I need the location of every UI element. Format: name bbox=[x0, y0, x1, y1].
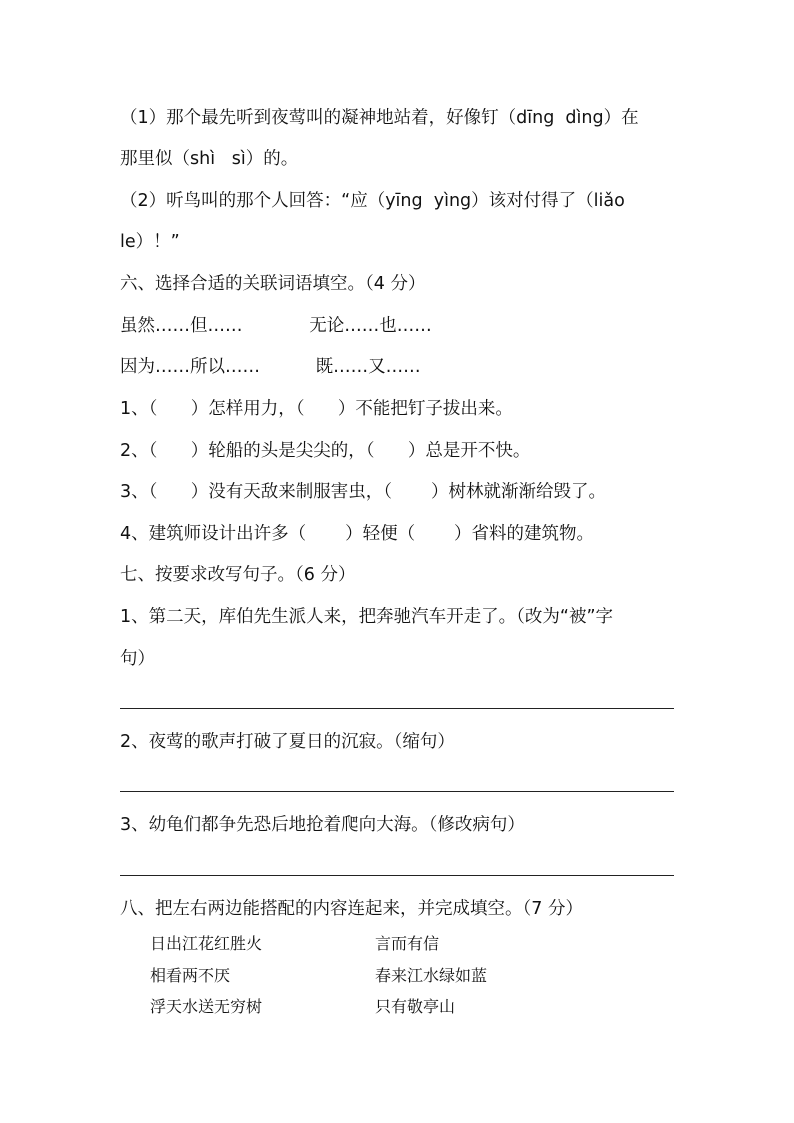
section7-item-1-line2: 句） bbox=[120, 649, 155, 669]
answer-line-2[interactable] bbox=[120, 791, 674, 792]
q5-1-line1: （1）那个最先听到夜莺叫的凝神地站着，好像钉（dīng dìng）在 bbox=[120, 108, 639, 128]
section6-heading: 六、选择合适的关联词语填空。（4 分） bbox=[120, 274, 426, 294]
match-left-1[interactable]: 日出江花红胜火 bbox=[150, 934, 263, 953]
section6-item-4: 4、建筑师设计出许多（ ）轻便（ ）省料的建筑物。 bbox=[120, 524, 595, 544]
section6-item-2: 2、（ ）轮船的头是尖尖的，（ ）总是开不快。 bbox=[120, 441, 531, 461]
match-right-2[interactable]: 春来江水绿如蓝 bbox=[375, 966, 488, 985]
conjunction-options-row2: 因为……所以…… 既……又…… bbox=[120, 357, 421, 377]
section6-item-1: 1、（ ）怎样用力，（ ）不能把钉子拔出来。 bbox=[120, 399, 513, 419]
answer-line-3[interactable] bbox=[120, 875, 674, 876]
q5-1-line2: 那里似（shì sì）的。 bbox=[120, 149, 299, 169]
answer-line-1[interactable] bbox=[120, 708, 674, 709]
section7-item-1-line1: 1、第二天，库伯先生派人来，把奔驰汽车开走了。（改为“被”字 bbox=[120, 607, 614, 627]
section7-item-2: 2、夜莺的歌声打破了夏日的沉寂。（缩句） bbox=[120, 732, 455, 752]
q5-2-line1: （2）听鸟叫的那个人回答：“应（yīng yìng）该对付得了（liǎo bbox=[120, 191, 625, 211]
match-left-3[interactable]: 浮天水送无穷树 bbox=[150, 997, 263, 1016]
match-left-2[interactable]: 相看两不厌 bbox=[150, 966, 231, 985]
match-right-1[interactable]: 言而有信 bbox=[375, 934, 440, 953]
conjunction-options-row1: 虽然……但…… 无论……也…… bbox=[120, 316, 432, 336]
section7-heading: 七、按要求改写句子。（6 分） bbox=[120, 565, 356, 585]
match-right-3[interactable]: 只有敬亭山 bbox=[375, 997, 456, 1016]
section6-item-3: 3、（ ）没有天敌来制服害虫，（ ）树林就渐渐给毁了。 bbox=[120, 482, 606, 502]
q5-2-line2: le）！” bbox=[120, 232, 180, 252]
section7-item-3: 3、幼龟们都争先恐后地抢着爬向大海。（修改病句） bbox=[120, 815, 525, 835]
section8-heading: 八、把左右两边能搭配的内容连起来，并完成填空。（7 分） bbox=[120, 899, 583, 919]
